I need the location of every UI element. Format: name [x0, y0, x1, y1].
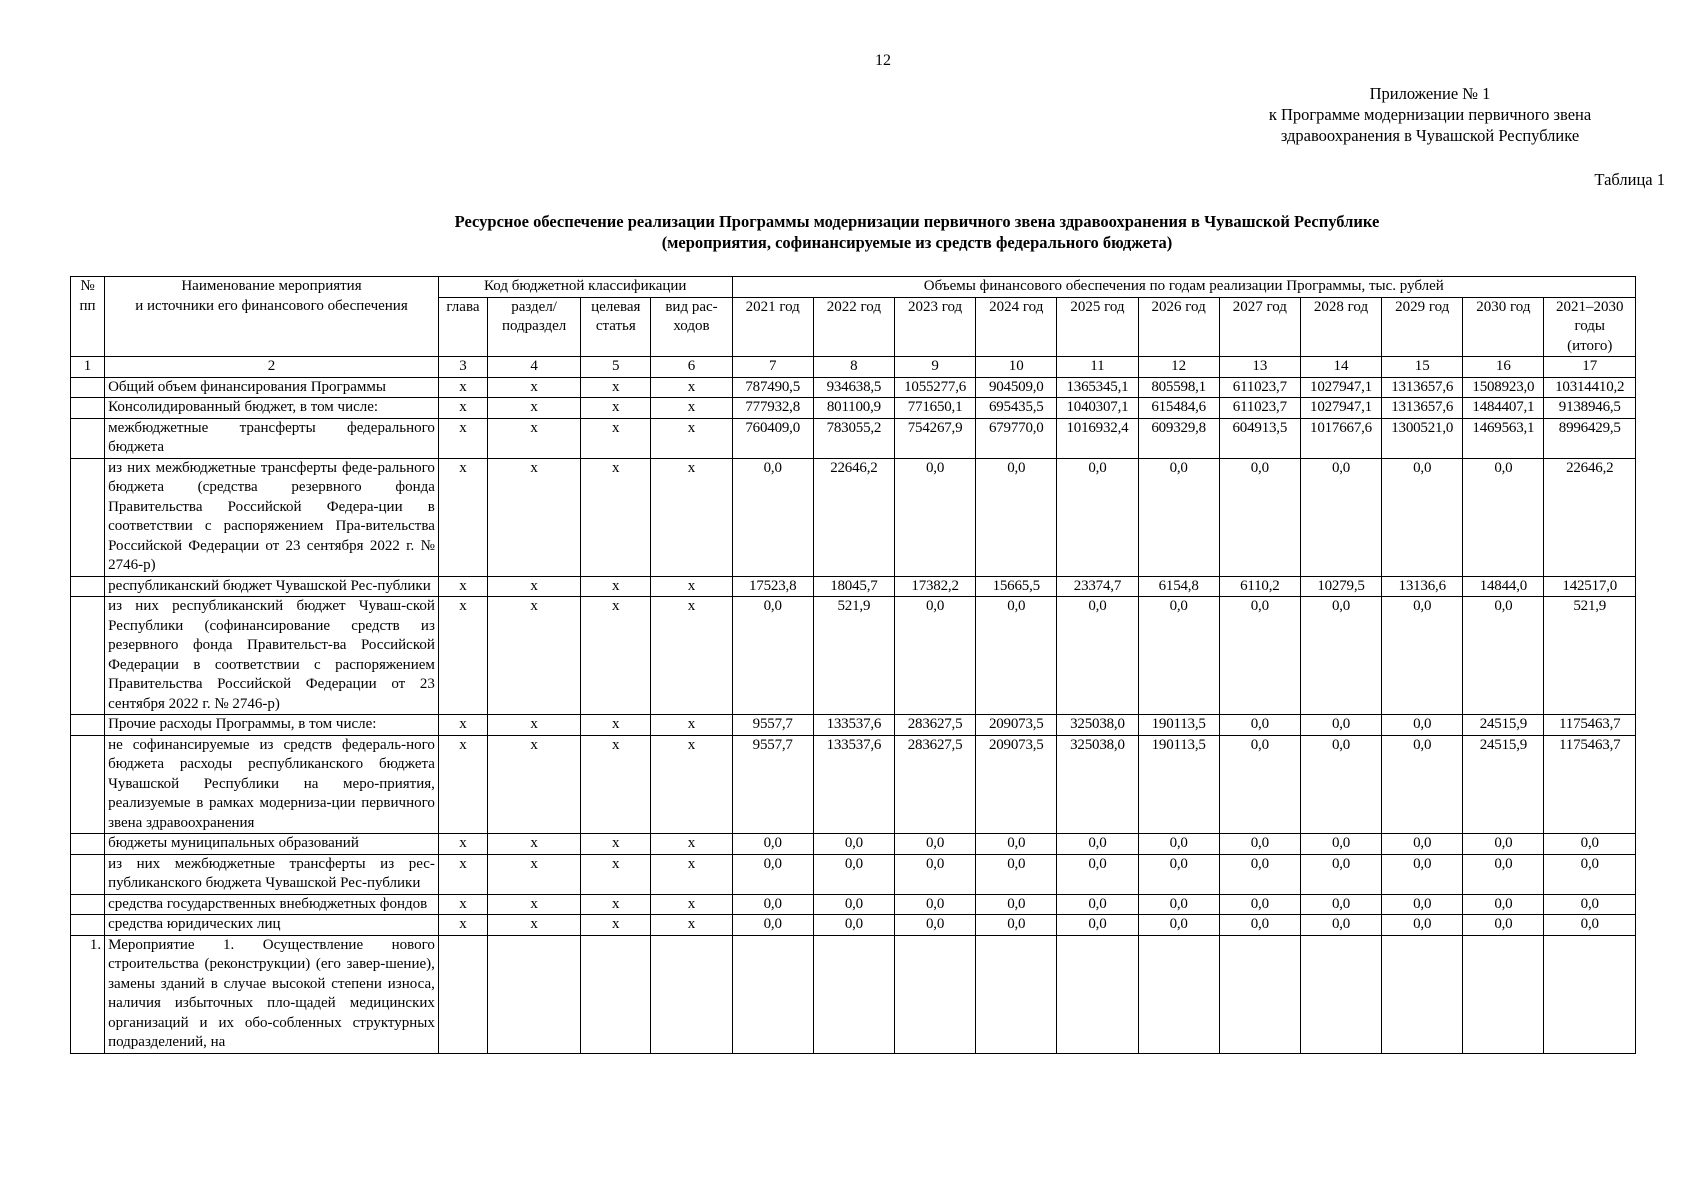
table-row — [71, 377, 1636, 398]
row-value: 0,0 — [813, 854, 894, 894]
row-code: x — [438, 377, 487, 398]
row-code: x — [581, 915, 651, 936]
row-value: 0,0 — [976, 834, 1057, 855]
row-code: x — [488, 576, 581, 597]
row-value: 1300521,0 — [1382, 418, 1463, 458]
row-code: x — [581, 715, 651, 736]
table-row — [71, 576, 1636, 597]
row-value: 805598,1 — [1138, 377, 1219, 398]
row-value: 0,0 — [1057, 458, 1138, 576]
title-line-1: Ресурсное обеспечение реализации Программы модернизации первичного звена здравоохранения в Чувашской Республике — [454, 212, 1380, 231]
header-year: 2028 год — [1300, 297, 1381, 357]
row-value: 0,0 — [894, 597, 975, 715]
row-value: 10314410,2 — [1544, 377, 1636, 398]
row-value: 0,0 — [1300, 894, 1381, 915]
row-code: x — [438, 597, 487, 715]
row-value: 9557,7 — [732, 715, 813, 736]
header-year: 2027 год — [1219, 297, 1300, 357]
row-value: 0,0 — [1219, 915, 1300, 936]
row-value: 0,0 — [1544, 894, 1636, 915]
row-value: 8996429,5 — [1544, 418, 1636, 458]
header-year: 2022 год — [813, 297, 894, 357]
row-name: не софинансируемые из средств федераль-ного бюджета расходы республиканского бюджета Чувашской Республики на меро-приятия, реализуемые в рамках модерниза-ции первичного звена здравоохранения — [105, 735, 439, 834]
row-value: 771650,1 — [894, 398, 975, 419]
table-row — [71, 735, 1636, 834]
header-name — [105, 277, 439, 357]
row-value: 0,0 — [1382, 597, 1463, 715]
row-number — [71, 418, 105, 458]
row-code: x — [651, 915, 732, 936]
row-number — [71, 597, 105, 715]
row-number — [71, 458, 105, 576]
header-name-line-1: Наименование мероприятия — [181, 278, 362, 294]
row-name: Мероприятие 1. Осуществление нового строительства (реконструкции) (его завер-шение), замены зданий в случае высокой степени износа, наличия избыточных пло-щадей медицинских организаций и их обо-собленных структурных подразделений, на — [105, 935, 439, 1053]
row-value: 22646,2 — [813, 458, 894, 576]
row-value: 0,0 — [1382, 715, 1463, 736]
row-value: 6154,8 — [1138, 576, 1219, 597]
row-value: 521,9 — [813, 597, 894, 715]
header-kbk: Код бюджетной классификации — [438, 277, 732, 298]
row-name: республиканский бюджет Чувашской Рес-публики — [105, 576, 439, 597]
header-kbk-col-line-1: вид рас- — [665, 298, 718, 315]
row-code: x — [651, 377, 732, 398]
row-code: x — [438, 735, 487, 834]
row-value: 9557,7 — [732, 735, 813, 834]
row-value: 0,0 — [894, 834, 975, 855]
row-value: 17382,2 — [894, 576, 975, 597]
row-number — [71, 735, 105, 834]
row-value: 0,0 — [894, 854, 975, 894]
row-value: 0,0 — [894, 458, 975, 576]
row-value: 1016932,4 — [1057, 418, 1138, 458]
header-volumes: Объемы финансового обеспечения по годам реализации Программы, тыс. рублей — [732, 277, 1635, 298]
row-value: 0,0 — [1463, 915, 1544, 936]
row-value: 1508923,0 — [1463, 377, 1544, 398]
appendix-line-1: Приложение № 1 — [1369, 84, 1491, 103]
row-value: 934638,5 — [813, 377, 894, 398]
column-number: 2 — [105, 357, 439, 378]
row-value: 783055,2 — [813, 418, 894, 458]
row-code: x — [651, 715, 732, 736]
header-kbk-col-line-2: подраздел — [501, 318, 567, 334]
header-year: 2024 год — [976, 297, 1057, 357]
row-value: 0,0 — [1544, 834, 1636, 855]
row-value: 142517,0 — [1544, 576, 1636, 597]
appendix-caption — [1180, 83, 1680, 146]
row-value: 0,0 — [1382, 834, 1463, 855]
table-body — [71, 377, 1636, 1053]
header-year: 2021 год — [732, 297, 813, 357]
row-value: 0,0 — [976, 597, 1057, 715]
row-value: 0,0 — [976, 458, 1057, 576]
row-value: 777932,8 — [732, 398, 813, 419]
column-number: 5 — [581, 357, 651, 378]
column-number: 13 — [1219, 357, 1300, 378]
row-name: бюджеты муниципальных образований — [105, 834, 439, 855]
row-code: x — [488, 715, 581, 736]
row-value: 0,0 — [1138, 597, 1219, 715]
row-code — [438, 935, 487, 1053]
row-value — [976, 935, 1057, 1053]
table-row — [71, 894, 1636, 915]
row-value: 1175463,7 — [1544, 735, 1636, 834]
row-code: x — [488, 458, 581, 576]
row-number — [71, 715, 105, 736]
header-name-line-2: и источники его финансового обеспечения — [135, 297, 408, 314]
column-number: 17 — [1544, 357, 1636, 378]
row-value: 209073,5 — [976, 735, 1057, 834]
column-number: 7 — [732, 357, 813, 378]
table-row — [71, 915, 1636, 936]
row-value: 0,0 — [732, 894, 813, 915]
row-value: 679770,0 — [976, 418, 1057, 458]
header-no-line-1: № — [80, 278, 95, 294]
table-row — [71, 597, 1636, 715]
table-row — [71, 854, 1636, 894]
column-number: 14 — [1300, 357, 1381, 378]
row-value — [1300, 935, 1381, 1053]
row-value: 1313657,6 — [1382, 398, 1463, 419]
row-code: x — [438, 894, 487, 915]
row-code: x — [581, 735, 651, 834]
row-value: 190113,5 — [1138, 735, 1219, 834]
row-value: 1469563,1 — [1463, 418, 1544, 458]
row-value: 0,0 — [1138, 894, 1219, 915]
row-value: 0,0 — [1057, 597, 1138, 715]
header-kbk-col-line-1: раздел/ — [511, 298, 557, 315]
row-value: 0,0 — [1219, 854, 1300, 894]
row-code: x — [438, 458, 487, 576]
header-year: 2029 год — [1382, 297, 1463, 357]
table-row — [71, 458, 1636, 576]
document-title — [68, 211, 1697, 253]
row-number — [71, 854, 105, 894]
column-number: 15 — [1382, 357, 1463, 378]
row-code: x — [488, 398, 581, 419]
header-kbk-col — [438, 297, 487, 357]
row-value: 0,0 — [1219, 715, 1300, 736]
row-code — [651, 935, 732, 1053]
row-value: 0,0 — [1382, 854, 1463, 894]
row-value: 801100,9 — [813, 398, 894, 419]
row-value: 0,0 — [1300, 854, 1381, 894]
header-year: 2026 год — [1138, 297, 1219, 357]
row-code: x — [438, 576, 487, 597]
row-value: 0,0 — [1219, 894, 1300, 915]
row-code: x — [488, 377, 581, 398]
row-value — [732, 935, 813, 1053]
row-value: 0,0 — [1219, 597, 1300, 715]
row-value: 521,9 — [1544, 597, 1636, 715]
table-label: Таблица 1 — [1594, 170, 1665, 189]
row-value: 0,0 — [976, 915, 1057, 936]
header-year: 2023 год — [894, 297, 975, 357]
column-number: 11 — [1057, 357, 1138, 378]
row-value — [894, 935, 975, 1053]
row-code: x — [581, 418, 651, 458]
row-value: 1175463,7 — [1544, 715, 1636, 736]
row-code: x — [581, 458, 651, 576]
row-value: 190113,5 — [1138, 715, 1219, 736]
row-number — [71, 834, 105, 855]
row-value — [1463, 935, 1544, 1053]
row-value: 0,0 — [1138, 834, 1219, 855]
row-value: 6110,2 — [1219, 576, 1300, 597]
column-number: 10 — [976, 357, 1057, 378]
column-number: 12 — [1138, 357, 1219, 378]
row-value: 611023,7 — [1219, 398, 1300, 419]
row-value: 1017667,6 — [1300, 418, 1381, 458]
row-value: 0,0 — [1300, 834, 1381, 855]
row-value: 9138946,5 — [1544, 398, 1636, 419]
row-code: x — [438, 854, 487, 894]
column-number: 6 — [651, 357, 732, 378]
row-value: 0,0 — [1057, 854, 1138, 894]
row-value: 0,0 — [1544, 915, 1636, 936]
row-value: 0,0 — [732, 597, 813, 715]
row-code: x — [438, 715, 487, 736]
row-code: x — [581, 597, 651, 715]
row-code: x — [651, 735, 732, 834]
table-row — [71, 418, 1636, 458]
row-code — [581, 935, 651, 1053]
row-code: x — [581, 377, 651, 398]
header-year: 2030 год — [1463, 297, 1544, 357]
row-name: межбюджетные трансферты федерального бюджета — [105, 418, 439, 458]
row-value: 1027947,1 — [1300, 377, 1381, 398]
page-number: 12 — [875, 52, 891, 69]
row-value: 0,0 — [894, 894, 975, 915]
row-value — [1057, 935, 1138, 1053]
row-value: 604913,5 — [1219, 418, 1300, 458]
row-value: 325038,0 — [1057, 715, 1138, 736]
row-value: 0,0 — [813, 894, 894, 915]
row-value — [1219, 935, 1300, 1053]
row-code: x — [488, 834, 581, 855]
row-number: 1. — [71, 935, 105, 1053]
row-name: Прочие расходы Программы, в том числе: — [105, 715, 439, 736]
row-value: 22646,2 — [1544, 458, 1636, 576]
row-name: из них межбюджетные трансферты феде-рального бюджета (средства резервного фонда Правительства Российской Федера-ции в соответствии с распоряжением Пра-вительства Российской Федерации от 23 сентября 2022 г. № 2746-р) — [105, 458, 439, 576]
row-code: x — [581, 894, 651, 915]
row-number — [71, 398, 105, 419]
row-value: 0,0 — [1057, 894, 1138, 915]
title-line-2: (мероприятия, софинансируемые из средств федерального бюджета) — [661, 233, 1173, 252]
header-kbk-col — [651, 297, 732, 357]
row-value: 133537,6 — [813, 735, 894, 834]
row-name: из них республиканский бюджет Чуваш-ской Республики (софинансирование средств из резервного фонда Правительст-ва Российской Федерации в соответствии с распоряжением Правительства Российской Федерации от 23 сентября 2022 г. № 2746-р) — [105, 597, 439, 715]
row-code: x — [581, 398, 651, 419]
column-number: 8 — [813, 357, 894, 378]
row-code: x — [438, 398, 487, 419]
row-name: Консолидированный бюджет, в том числе: — [105, 398, 439, 419]
row-value: 0,0 — [1219, 735, 1300, 834]
row-value: 615484,6 — [1138, 398, 1219, 419]
row-value: 0,0 — [1463, 894, 1544, 915]
row-value: 609329,8 — [1138, 418, 1219, 458]
row-code — [488, 935, 581, 1053]
column-number: 1 — [71, 357, 105, 378]
column-number: 4 — [488, 357, 581, 378]
table-row — [71, 715, 1636, 736]
row-value: 754267,9 — [894, 418, 975, 458]
column-number: 3 — [438, 357, 487, 378]
header-year: 2025 год — [1057, 297, 1138, 357]
row-value: 14844,0 — [1463, 576, 1544, 597]
row-code: x — [581, 854, 651, 894]
row-value: 1040307,1 — [1057, 398, 1138, 419]
row-value: 18045,7 — [813, 576, 894, 597]
row-code: x — [651, 576, 732, 597]
row-name: из них межбюджетные трансферты из рес-публиканского бюджета Чувашской Рес-публики — [105, 854, 439, 894]
row-value: 0,0 — [1138, 915, 1219, 936]
row-value: 0,0 — [1219, 834, 1300, 855]
row-value: 1027947,1 — [1300, 398, 1381, 419]
row-name: Общий объем финансирования Программы — [105, 377, 439, 398]
row-value: 0,0 — [976, 854, 1057, 894]
row-value: 787490,5 — [732, 377, 813, 398]
row-value: 904509,0 — [976, 377, 1057, 398]
row-number — [71, 915, 105, 936]
row-value: 695435,5 — [976, 398, 1057, 419]
row-value: 0,0 — [1300, 597, 1381, 715]
header-kbk-col-line-1: глава — [446, 298, 480, 315]
header-kbk-col-line-1: целевая — [591, 298, 641, 315]
row-value: 0,0 — [1382, 458, 1463, 576]
row-value: 17523,8 — [732, 576, 813, 597]
header-total — [1544, 297, 1636, 357]
row-value: 0,0 — [1463, 834, 1544, 855]
column-number: 9 — [894, 357, 975, 378]
appendix-line-3: здравоохранения в Чувашской Республике — [1280, 126, 1580, 145]
row-value: 13136,6 — [1382, 576, 1463, 597]
row-value: 0,0 — [1544, 854, 1636, 894]
row-value: 0,0 — [1300, 715, 1381, 736]
resource-table — [70, 276, 1636, 1054]
row-value: 0,0 — [1057, 915, 1138, 936]
column-number: 16 — [1463, 357, 1544, 378]
appendix-line-2: к Программе модернизации первичного звена — [1268, 105, 1592, 124]
row-value: 1055277,6 — [894, 377, 975, 398]
row-code: x — [438, 834, 487, 855]
row-code: x — [651, 398, 732, 419]
header-kbk-col — [488, 297, 581, 357]
table-row — [71, 834, 1636, 855]
row-code: x — [581, 576, 651, 597]
row-value: 10279,5 — [1300, 576, 1381, 597]
row-code: x — [488, 418, 581, 458]
row-value: 1313657,6 — [1382, 377, 1463, 398]
row-value: 283627,5 — [894, 715, 975, 736]
row-code: x — [651, 418, 732, 458]
row-value: 24515,9 — [1463, 715, 1544, 736]
row-code: x — [488, 735, 581, 834]
header-no — [71, 277, 105, 357]
row-value: 0,0 — [732, 915, 813, 936]
row-value: 0,0 — [732, 854, 813, 894]
row-value: 15665,5 — [976, 576, 1057, 597]
row-value — [1138, 935, 1219, 1053]
row-value: 0,0 — [813, 834, 894, 855]
row-code: x — [651, 894, 732, 915]
header-kbk-col-line-2: ходов — [673, 318, 710, 334]
row-code: x — [651, 834, 732, 855]
row-value: 0,0 — [1382, 915, 1463, 936]
row-name: средства государственных внебюджетных фондов — [105, 894, 439, 915]
row-value: 0,0 — [1300, 458, 1381, 576]
header-no-line-2: пп — [79, 297, 96, 314]
row-value: 0,0 — [1138, 854, 1219, 894]
header-kbk-col-line-2: статья — [595, 318, 636, 334]
row-code: x — [488, 597, 581, 715]
row-value: 0,0 — [732, 458, 813, 576]
row-code: x — [651, 597, 732, 715]
row-number — [71, 576, 105, 597]
row-value: 611023,7 — [1219, 377, 1300, 398]
row-value: 760409,0 — [732, 418, 813, 458]
row-value: 0,0 — [894, 915, 975, 936]
row-value: 0,0 — [1382, 735, 1463, 834]
row-value: 0,0 — [1463, 458, 1544, 576]
row-name: средства юридических лиц — [105, 915, 439, 936]
row-value: 283627,5 — [894, 735, 975, 834]
row-value: 0,0 — [732, 834, 813, 855]
row-value — [813, 935, 894, 1053]
row-code: x — [438, 418, 487, 458]
row-value: 0,0 — [1463, 854, 1544, 894]
row-code: x — [488, 894, 581, 915]
row-value: 23374,7 — [1057, 576, 1138, 597]
row-code: x — [488, 854, 581, 894]
header-total-line-2: годы — [1574, 318, 1606, 334]
row-value: 0,0 — [1057, 834, 1138, 855]
row-value: 0,0 — [1300, 915, 1381, 936]
row-value: 133537,6 — [813, 715, 894, 736]
row-value: 209073,5 — [976, 715, 1057, 736]
row-code: x — [581, 834, 651, 855]
row-number — [71, 377, 105, 398]
row-number — [71, 894, 105, 915]
row-value: 1365345,1 — [1057, 377, 1138, 398]
header-total-line-1: 2021–2030 — [1555, 298, 1624, 315]
header-kbk-col — [581, 297, 651, 357]
row-value — [1382, 935, 1463, 1053]
row-value: 0,0 — [1300, 735, 1381, 834]
row-value: 0,0 — [1138, 458, 1219, 576]
row-code: x — [488, 915, 581, 936]
row-value — [1544, 935, 1636, 1053]
row-code: x — [651, 854, 732, 894]
row-value: 325038,0 — [1057, 735, 1138, 834]
table-row — [71, 398, 1636, 419]
row-value: 0,0 — [1382, 894, 1463, 915]
row-value: 0,0 — [1219, 458, 1300, 576]
row-value: 0,0 — [1463, 597, 1544, 715]
row-value: 0,0 — [813, 915, 894, 936]
row-value: 0,0 — [976, 894, 1057, 915]
header-total-line-3: (итого) — [1567, 337, 1613, 354]
row-value: 1484407,1 — [1463, 398, 1544, 419]
row-code: x — [438, 915, 487, 936]
row-value: 24515,9 — [1463, 735, 1544, 834]
header-column-numbers — [71, 357, 1636, 378]
table-row — [71, 935, 1636, 1053]
row-code: x — [651, 458, 732, 576]
